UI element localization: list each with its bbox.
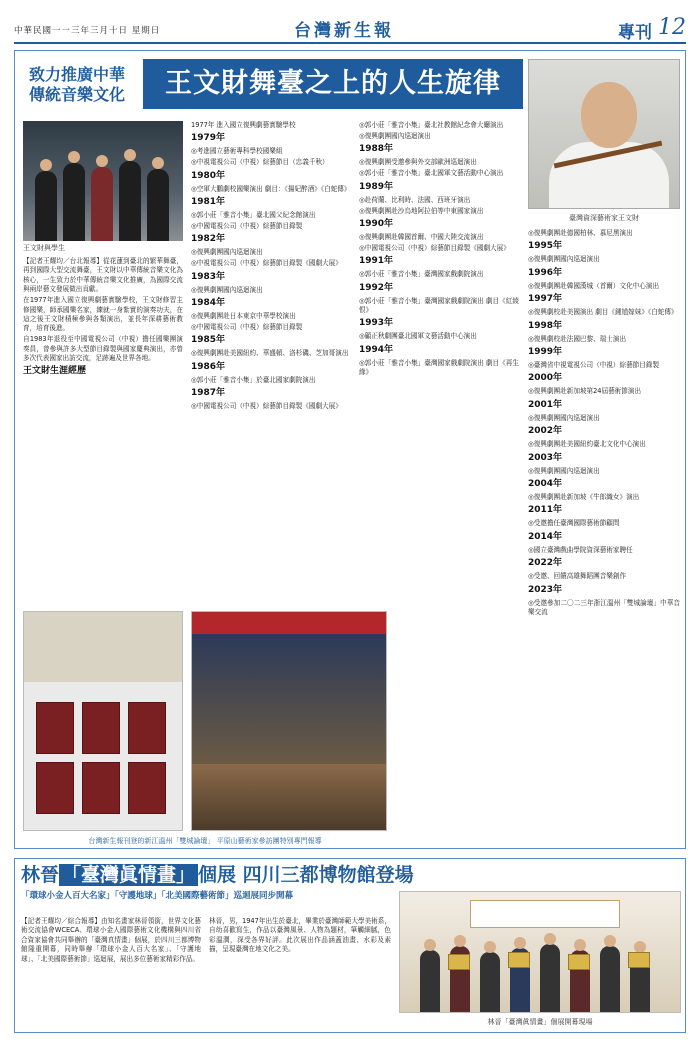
timeline-year: 2001年 [528, 399, 563, 410]
timeline-year: 1997年 [528, 294, 563, 305]
timeline-year: 1987年 [191, 388, 226, 399]
timeline-year: 1999年 [528, 347, 563, 358]
timeline-year: 1988年 [359, 144, 394, 155]
intro-paragraph: 【記者王耀均／台北報導】從花蓮到臺北的繁華舞臺，再到國際大型交流舞臺，王文財以中華傳統音樂文化為核心，一生致力於中華傳統音樂文化推廣，為國際交流與兩岸藝文發展做出貢獻。 [23, 257, 183, 294]
exhibit-headline-rest: 個展 四川三都博物館登場 [198, 864, 414, 886]
timeline-entry: ◎復興劇團赴沙烏地阿拉伯等中東國家演出 [359, 206, 484, 215]
timeline-entry: ◎復興劇團國內巡迴演出 [191, 285, 263, 294]
feature-kicker: 致力推廣中華傳統音樂文化 [29, 65, 126, 104]
timeline-year: 1994年 [359, 344, 394, 355]
timeline-entry: ◎復興劇團赴新加坡第24屆藝術節演出 [528, 387, 642, 396]
timeline-year: 1996年 [528, 267, 563, 278]
timeline-entry: ◎郭小莊「雅音小集」臺灣國家戲劇院演出 劇目《紅綾恨》 [359, 296, 519, 315]
timeline-entry: 1977年 進入國立復興劇藝實驗學校 [191, 121, 296, 129]
exhibit-headline [21, 861, 681, 889]
feature-headline: 王文財舞臺之上的人生旋律 [143, 59, 523, 109]
timeline-entry: ◎復興劇團受邀參與外交部歐洲巡迴演出 [359, 158, 477, 167]
portrait-photo [528, 59, 680, 209]
timeline-entry: ◎顧正秋劇團臺北國軍文藝活動中心演出 [359, 332, 477, 341]
timeline-entry: ◎復興劇團赴新加坡《牛郎織女》演出 [528, 493, 640, 502]
timeline-year: 1984年 [191, 298, 226, 309]
timeline-entry: ◎復興劇團國內巡迴演出 [359, 131, 431, 140]
timeline-entry: ◎中國電視公司（中視）綜藝節目錄製《國劇大展》 [359, 243, 510, 252]
masthead [14, 14, 686, 44]
timeline-column-1 [191, 121, 351, 605]
exhibit-headline-quote: 「臺灣眞情畫」 [59, 864, 198, 886]
timeline-entry: ◎臺灣省中視電視公司（中視）綜藝節目錄製 [528, 361, 660, 370]
timeline-year: 1981年 [191, 197, 226, 208]
timeline-entry: ◎郭小莊「雅音小集」臺灣國家戲劇院演出 劇目《再生緣》 [359, 358, 519, 377]
timeline-year: 1983年 [191, 271, 226, 282]
timeline-entry: ◎受邀參加二〇二三年浙江溫州「雙城論壇」中華音樂交流 [528, 598, 680, 617]
timeline-entry: ◎復興劇團赴美國紐約、華盛頓、洛杉磯、芝加哥演出 [191, 349, 349, 358]
timeline-year: 2022年 [528, 558, 563, 569]
timeline-year: 1980年 [191, 170, 226, 181]
timeline-entry: ◎中視電視公司（中視）綜藝節目（忠義千秋） [191, 158, 329, 167]
timeline-entry: ◎復興劇團國內巡迴演出 [528, 413, 600, 422]
newspaper-title: 台灣新生報 [294, 21, 394, 41]
timeline-entry: ◎受邀、回饋高雄舞蹈團音樂創作 [528, 572, 627, 581]
timeline-year: 1985年 [191, 335, 226, 346]
feature-intro-column [23, 257, 183, 603]
timeline-year: 1992年 [359, 282, 394, 293]
timeline-year: 2011年 [528, 505, 563, 516]
timeline-entry: ◎復興劇團赴韓國首爾、中國大陸交流演出 [359, 232, 484, 241]
exhibit-article [14, 858, 686, 1033]
exhibit-photo-caption: 林晉「臺灣眞情畫」個展開幕現場 [487, 1018, 593, 1026]
photos-caption: 台灣新生報刊登的新江溫州「雙城論壇」 平原山藝術家參訪團特別專門報導 [88, 837, 322, 845]
timeline-entry: ◎郭小莊「雅音小集」臺灣國家戲劇院演出 [359, 270, 484, 279]
timeline-entry: ◎復興劇團赴德國柏林、慕尼黑演出 [528, 229, 633, 237]
timeline-entry: ◎國立臺灣戲曲學院資深藝術家聘任 [528, 545, 633, 554]
timeline-entry: ◎中視電視公司（中視）綜藝節目錄製《國劇大展》 [191, 259, 342, 268]
timeline-title: 王文財生涯經歷 [23, 366, 87, 377]
group-photo-caption: 王文財與學生 [23, 244, 65, 252]
timeline-year: 1989年 [359, 181, 394, 192]
timeline-entry: ◎赴荷蘭、比利時、法國、西班牙演出 [359, 195, 471, 204]
timeline-entry: ◎受邀擔任臺灣國際藝術節顧問 [528, 519, 620, 528]
exhibit-body-left [21, 917, 201, 1029]
timeline-column-3 [528, 229, 680, 833]
timeline-entry: ◎復興劇校赴法國巴黎、瑞士演出 [528, 334, 627, 343]
timeline-year: 2000年 [528, 373, 563, 384]
timeline-year: 2003年 [528, 452, 563, 463]
book-display-photo [23, 611, 183, 831]
exhibit-headline-lead: 林晉 [21, 864, 60, 886]
timeline-entry: ◎郭小莊「雅音小集」於臺北國家劇院演出 [191, 375, 316, 384]
timeline-entry: ◎復興劇校赴美國演出 劇目《鍾馗嫁妹》《白蛇傳》 [528, 308, 678, 317]
timeline-entry: ◎復興劇團國內巡迴演出 [528, 466, 600, 475]
timeline-entry: ◎復興劇團赴韓國漢城（首爾）文化中心演出 [528, 281, 660, 290]
issue-date: 中華民國一一三年三月十日 星期日 [14, 26, 161, 36]
exhibit-paragraph: 【記者王耀均／綜合報導】由知名畫家林晉領銜，世界文化藝術交流協會WCECA、環球小金人國際藝術文化機構與四川省合資家協會共同舉辦的「臺灣真情畫」個展，於四川三都博物館隆重開幕，同時舉辦「環球小金人百大名家」、「守護地球」、「北美國際藝術節」巡迴展，展出多位藝術家精彩作品。 [21, 917, 201, 963]
group-photo [23, 121, 183, 241]
page-number: 12 [658, 15, 686, 40]
timeline-entry: ◎郭小莊「雅音小集」臺北國父紀念館演出 [191, 211, 316, 220]
exhibit-paragraph: 林晉，男，1947年出生於臺北，畢業於臺灣師範大學美術系，自幼喜歡寫生，作品以臺灣風景、人物為題材，筆觸細膩，色彩溫潤，深受各界好評。此次展出作品涵蓋油畫、水彩及素描，呈現臺灣在地文化之美。 [209, 917, 391, 954]
timeline-entry: ◎復興劇團赴美國紐約臺北文化中心演出 [528, 440, 646, 449]
timeline-entry: ◎考進國立藝術專科學校國樂組 [191, 147, 283, 156]
timeline-entry: ◎復興劇團國內巡迴演出 [528, 255, 600, 264]
portrait-caption: 臺灣資深藝術家王文財 [569, 214, 639, 222]
timeline-entry: ◎空軍大鵬劇校國樂演出 劇目：《揚妃醉酒》《白蛇傳》 [191, 184, 351, 193]
timeline-year: 2004年 [528, 479, 563, 490]
timeline-year: 1993年 [359, 318, 394, 329]
timeline-year: 2023年 [528, 584, 563, 595]
timeline-year: 1986年 [191, 361, 226, 372]
timeline-year: 2002年 [528, 426, 563, 437]
intro-paragraph: 自1983年退役至中國電視公司（中視）擔任國樂團演奏員，曾參與許多大型節目錄製與國家慶典演出，亦曾多次代表國家出訪交流，足跡遍及世界各地。 [23, 335, 183, 363]
concert-photo [191, 611, 387, 831]
timeline-year: 1991年 [359, 256, 394, 267]
timeline-year: 1995年 [528, 241, 563, 252]
feature-article [14, 50, 686, 849]
timeline-entry: ◎中國電視公司（中視）綜藝節目錄製 [191, 323, 303, 332]
exhibit-subhead: 「環球小金人百大名家」「守護地球」「北美國際藝術節」巡迴展同步開幕 [21, 891, 294, 901]
intro-paragraph: 在1977年進入國立復興劇藝實驗學校，王文財修習主修國樂，師承國樂名家，練就一身紮實的演奏功夫，在這之後王文財積極參與各類演出，並長年深耕藝術教育，培育後進。 [23, 296, 183, 333]
timeline-entry: ◎中國電視公司（中視）綜藝節目錄製《國劇大展》 [191, 402, 342, 411]
timeline-year: 1990年 [359, 218, 394, 229]
timeline-entry: ◎中國電視公司（中視）綜藝節目錄製 [191, 222, 303, 231]
exhibit-body-right [209, 917, 391, 1029]
timeline-year: 2014年 [528, 531, 563, 542]
exhibit-photo [399, 891, 681, 1013]
timeline-year: 1998年 [528, 320, 563, 331]
timeline-entry: ◎郭小莊「雅音小集」臺北社教館紀念會大廳演出 [359, 121, 504, 129]
timeline-entry: ◎郭小莊「雅音小集」臺北國軍文藝活動中心演出 [359, 169, 504, 178]
timeline-entry: ◎復興劇團赴日本東京中華學校演出 [191, 312, 296, 321]
section-name: 專刊 [618, 23, 652, 43]
timeline-year: 1982年 [191, 234, 226, 245]
timeline-entry: ◎復興劇團國內巡迴演出 [191, 248, 263, 257]
timeline-year: 1979年 [191, 133, 226, 144]
